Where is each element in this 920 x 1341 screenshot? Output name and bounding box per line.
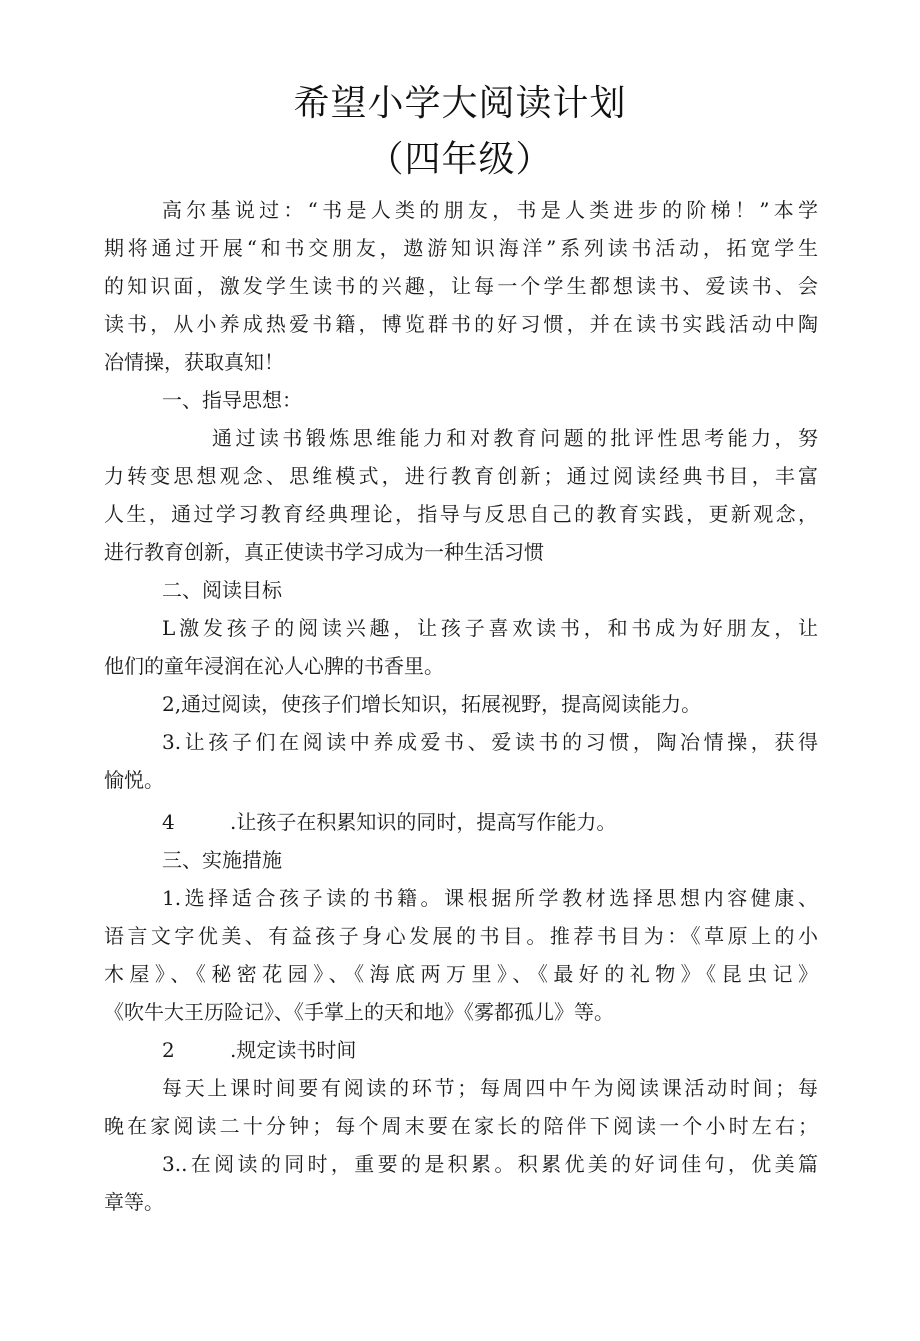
measure-item-1-line: 1.选择适合孩子读的书籍。课根据所学教材选择思想内容健康、 — [162, 886, 818, 910]
goal-item-2: 2,通过阅读，使孩子们增长知识，拓展视野，提高阅读能力。 — [162, 692, 702, 716]
measure-item-1-line: 木屋》、《秘密花园》、《海底两万里》、《最好的礼物》《昆虫记》 — [104, 962, 818, 986]
section-heading-measures: 三、实施措施 — [162, 848, 282, 872]
section-heading-guiding-thought: 一、指导思想： — [162, 388, 302, 412]
measure-item-1-line: 语言文字优美、有益孩子身心发展的书目。推荐书目为：《草原上的小 — [104, 924, 818, 948]
intro-line: 高尔基说过：“书是人类的朋友，书是人类进步的阶梯！”本学 — [162, 198, 818, 222]
measure-item-2-number: 2 — [162, 1038, 175, 1062]
measure-item-2-text: .规定读书时间 — [230, 1038, 357, 1062]
intro-line: 冶情操，获取真知！ — [104, 350, 284, 374]
goal-item-3-line: 3.让孩子们在阅读中养成爱书、爱读书的习惯，陶冶情操，获得 — [162, 730, 818, 754]
measure-item-3-line: 3..在阅读的同时，重要的是积累。积累优美的好词佳句，优美篇 — [162, 1152, 818, 1176]
measure-item-2-line: 每天上课时间要有阅读的环节；每周四中午为阅读课活动时间；每 — [162, 1076, 818, 1100]
goal-item-3-line: 愉悦。 — [104, 768, 164, 792]
goal-item-1-line: 他们的童年浸润在沁人心脾的书香里。 — [104, 654, 444, 678]
section1-line: 通过读书锻炼思维能力和对教育问题的批评性思考能力，努 — [212, 426, 818, 450]
section-heading-reading-goals: 二、阅读目标 — [162, 578, 282, 602]
intro-line: 读书，从小养成热爱书籍，博览群书的好习惯，并在读书实践活动中陶 — [104, 312, 818, 336]
document-subtitle: （四年级） — [367, 139, 553, 180]
section1-line: 人生，通过学习教育经典理论，指导与反思自己的教育实践，更新观念， — [104, 502, 818, 526]
goal-item-4-text: .让孩子在积累知识的同时，提高写作能力。 — [230, 810, 617, 834]
measure-item-2-heading — [162, 1036, 356, 1064]
measure-item-1-line: 《吹牛大王历险记》、《手掌上的天和地》《雾都孤儿》等。 — [104, 1000, 614, 1024]
intro-line: 期将通过开展“和书交朋友，遨游知识海洋”系列读书活动，拓宽学生 — [104, 236, 818, 260]
goal-item-1-line: L激发孩子的阅读兴趣，让孩子喜欢读书，和书成为好朋友，让 — [162, 616, 818, 640]
section1-line: 力转变思想观念、思维模式，进行教育创新；通过阅读经典书目，丰富 — [104, 464, 818, 488]
measure-item-2-line: 晚在家阅读二十分钟；每个周末要在家长的陪伴下阅读一个小时左右； — [104, 1114, 818, 1138]
intro-line: 的知识面，激发学生读书的兴趣，让每一个学生都想读书、爱读书、会 — [104, 274, 818, 298]
goal-item-4-number: 4 — [162, 810, 175, 834]
goal-item-4 — [162, 808, 616, 836]
section1-line: 进行教育创新，真正使读书学习成为一种生活习惯 — [104, 540, 544, 564]
document-title: 希望小学大阅读计划 — [293, 83, 627, 124]
measure-item-3-line: 章等。 — [104, 1190, 164, 1214]
